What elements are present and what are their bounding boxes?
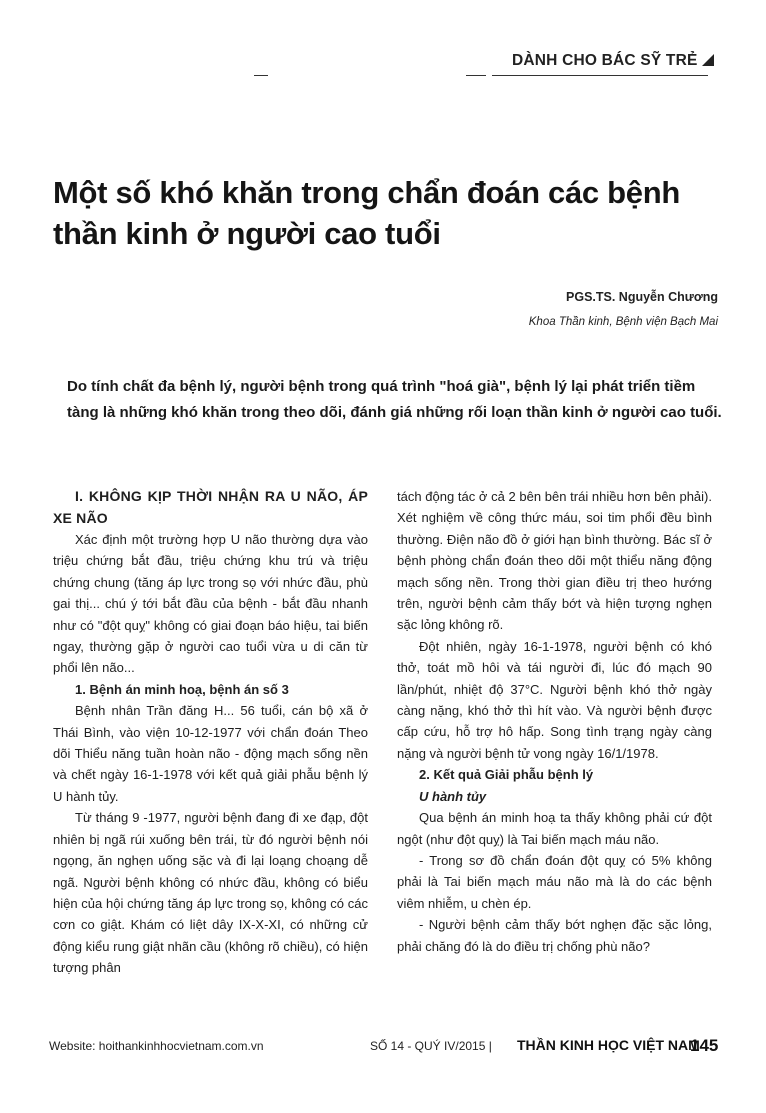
- page-footer: [0, 1036, 766, 1060]
- footer-issue: SỐ 14 - QUÝ IV/2015 |: [370, 1039, 492, 1053]
- footer-journal-name: THẦN KINH HỌC VIỆT NAM: [517, 1037, 700, 1053]
- body-paragraph: - Người bệnh cảm thấy bớt nghẹn đặc sặc lỏng, phải chăng đó là do điều trị chống phù não?: [397, 917, 712, 954]
- author-name: PGS.TS. Nguyễn Chương: [566, 290, 718, 304]
- body-paragraph: Xác định một trường hợp U não thường dựa vào triệu chứng bắt đầu, triệu chứng khu trú và triệu chứng chung (tăng áp lực trong sọ với nhức đầu, phù gai thị... chú ý tới bắt đầu của bệnh - bắt đầu nhanh như có "đột quỵ" không có giai đoạn báo hiệu, tai biến ngay, thường gặp ở người cao tuổi vừa u di căn từ phổi lên não...: [53, 532, 368, 676]
- right-column: [397, 486, 712, 957]
- lead-paragraph: Do tính chất đa bệnh lý, người bệnh trong quá trình "hoá già", bệnh lý lại phát triển tiềm tàng là những khó khăn trong theo dõi, đánh giá những rối loạn thần kinh ở người cao tuổi.: [67, 378, 722, 421]
- body-paragraph: Đột nhiên, ngày 16-1-1978, người bệnh có khó thở, toát mồ hôi và tái người đi, lúc đó mạch 90 lần/phút, nhiệt độ 37°C. Người bệnh khó thở ngày càng nặng, khó thở thì hít vào. Và người bệnh được cấp cứu, hỗ trợ hô hấp. Song tình trạng ngày càng nặng và người bệnh tử vong ngày 16/1/1978.: [397, 638, 712, 761]
- article-title: Một số khó khăn trong chẩn đoán các bệnh thần kinh ở người cao tuổi: [53, 175, 680, 251]
- triangle-marker-icon: [702, 54, 714, 66]
- section-tag: [512, 52, 722, 70]
- body-paragraph: Qua bệnh án minh hoạ ta thấy không phải cứ đột ngột (như đột quỵ) là Tai biến mạch máu não.: [397, 810, 712, 847]
- body-paragraph: Từ tháng 9 -1977, người bệnh đang đi xe đạp, đột nhiên bị ngã rúi xuống bên trái, từ đó người bệnh nói ngọng, ăn nghẹn uống sặc và đi lại loạng choạng dễ ngã. Người bệnh không có nhức đầu, không có biểu hiện của hội chứng tăng áp lực trong sọ, không có các cơn co giật. Khám có liệt dây IX-X-XI, có những cử động kiểu rung giật nhãn cầu (không rõ chiều), có hiện tượng phân: [53, 810, 368, 976]
- body-paragraph: - Trong sơ đồ chẩn đoán đột quỵ có 5% không phải là Tai biến mạch máu não mà là do các bệnh viêm nhiễm, u chèn ép.: [397, 852, 712, 911]
- header-rule-mid: [466, 75, 486, 76]
- subheading-pathology: 2. Kết quả Giải phẫu bệnh lý: [419, 767, 594, 783]
- subheading-case: 1. Bệnh án minh hoạ, bệnh án số 3: [75, 681, 289, 697]
- header-rule-tag: [492, 75, 708, 76]
- body-paragraph: Bệnh nhân Trần đăng H... 56 tuổi, cán bộ xã ở Thái Bình, vào viện 10-12-1977 với chẩn đoán Theo dõi Thiểu năng tuần hoàn não - động mạch sống nền và chết ngày 16-1-1978 với kết quả giải phẫu bệnh lý U hành tủy.: [53, 703, 368, 804]
- section-heading: I. KHÔNG KỊP THỜI NHẬN RA U NÃO, ÁP XE NÃO: [53, 488, 368, 526]
- left-column: [53, 485, 368, 979]
- page-number: 145: [690, 1036, 719, 1055]
- body-paragraph: tách động tác ở cả 2 bên bên trái nhiều hơn bên phải). Xét nghiệm về công thức máu, soi tim phổi đều bình thường. Điện não đồ ở giới hạn bình thường. Bác sĩ ở bệnh phòng chẩn đoán theo dõi một thiểu năng động mạch sống nền. Trong thời gian điều trị theo hướng trên, người bệnh cảm thấy bớt và hiện tượng nghẹn sặc lỏng không rõ.: [397, 489, 712, 633]
- subheading-pathology-result: U hành tủy: [419, 788, 487, 804]
- header-rule-left: [254, 75, 268, 76]
- section-tag-label: DÀNH CHO BÁC SỸ TRẺ: [512, 52, 698, 69]
- footer-website: Website: hoithankinhhocvietnam.com.vn: [49, 1039, 264, 1053]
- author-affiliation: Khoa Thần kinh, Bệnh viện Bạch Mai: [528, 316, 718, 328]
